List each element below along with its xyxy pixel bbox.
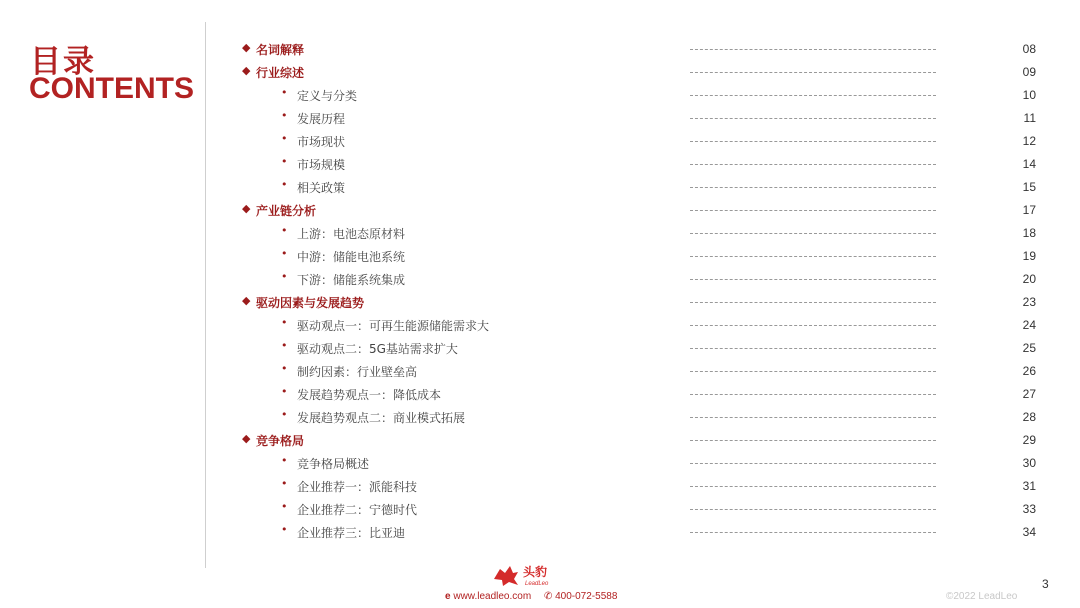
dotted-leader	[690, 210, 936, 211]
logo-text: 头豹	[523, 565, 548, 579]
leopard-logo	[492, 563, 562, 587]
toc-subsection[interactable]	[240, 337, 1040, 360]
diamond-icon: ◆	[242, 64, 251, 77]
toc-page-number: 25	[1022, 341, 1036, 355]
dotted-leader	[690, 417, 936, 418]
toc-page-number: 24	[1022, 318, 1036, 332]
toc-page-number: 10	[1022, 88, 1036, 102]
toc-label: 制约因素：行业壁垒高	[297, 365, 418, 379]
diamond-icon: ◆	[242, 41, 251, 54]
toc-label: 发展历程	[297, 112, 346, 126]
dot-icon: •	[281, 477, 288, 490]
toc-label: 竞争格局	[256, 434, 305, 448]
dot-icon: •	[281, 339, 288, 352]
dot-icon: •	[281, 132, 288, 145]
page-title-en: CONTENTS	[29, 72, 194, 105]
toc-label: 驱动观点一：可再生能源储能需求大	[297, 319, 490, 333]
dotted-leader	[690, 371, 936, 372]
dot-icon: •	[281, 86, 288, 99]
toc-section[interactable]	[240, 38, 1040, 61]
divider	[205, 22, 206, 568]
toc-section[interactable]	[240, 429, 1040, 452]
toc-label: 发展趋势观点一：降低成本	[297, 388, 442, 402]
dotted-leader	[690, 279, 936, 280]
toc-section[interactable]	[240, 291, 1040, 314]
toc-page-number: 20	[1022, 272, 1036, 286]
toc-subsection[interactable]	[240, 107, 1040, 130]
toc-subsection[interactable]	[240, 176, 1040, 199]
phone-number: 400-072-5588	[555, 591, 618, 602]
copyright-text: ©2022 LeadLeo	[946, 591, 1018, 602]
toc-subsection[interactable]	[240, 406, 1040, 429]
dot-icon: •	[281, 155, 288, 168]
toc-subsection[interactable]	[240, 314, 1040, 337]
toc-subsection[interactable]	[240, 498, 1040, 521]
diamond-icon: ◆	[242, 294, 251, 307]
dot-icon: •	[281, 316, 288, 329]
toc-page-number: 11	[1023, 111, 1036, 125]
toc-subsection[interactable]	[240, 452, 1040, 475]
toc-subsection[interactable]	[240, 360, 1040, 383]
dotted-leader	[690, 141, 936, 142]
dotted-leader	[690, 233, 936, 234]
toc-page-number: 09	[1022, 65, 1036, 79]
toc-label: 市场现状	[297, 135, 346, 149]
toc-subsection[interactable]	[240, 268, 1040, 291]
dot-icon: •	[281, 454, 288, 467]
e-icon: e	[445, 591, 451, 602]
toc-label: 定义与分类	[297, 89, 358, 103]
dotted-leader	[690, 49, 936, 50]
toc-page-number: 12	[1022, 134, 1036, 148]
phone-item	[544, 591, 617, 602]
dot-icon: •	[281, 362, 288, 375]
toc-label: 企业推荐一：派能科技	[297, 480, 418, 494]
toc-page-number: 17	[1022, 203, 1036, 217]
toc-label: 下游：储能系统集成	[297, 273, 406, 287]
toc-label: 相关政策	[297, 181, 346, 195]
toc-page-number: 33	[1022, 502, 1036, 516]
toc-label: 市场规模	[297, 158, 346, 172]
page-number: 3	[1042, 577, 1049, 591]
dot-icon: •	[281, 109, 288, 122]
toc-page-number: 19	[1022, 249, 1036, 263]
dotted-leader	[690, 532, 936, 533]
phone-icon: ✆	[543, 591, 553, 602]
dotted-leader	[690, 95, 936, 96]
dotted-leader	[690, 440, 936, 441]
dotted-leader	[690, 463, 936, 464]
dotted-leader	[690, 509, 936, 510]
toc-subsection[interactable]	[240, 130, 1040, 153]
dot-icon: •	[281, 224, 288, 237]
toc-page-number: 23	[1022, 295, 1036, 309]
diamond-icon: ◆	[242, 432, 251, 445]
dot-icon: •	[281, 270, 288, 283]
dot-icon: •	[281, 247, 288, 260]
dot-icon: •	[281, 385, 288, 398]
toc-page-number: 31	[1022, 479, 1036, 493]
toc-subsection[interactable]	[240, 245, 1040, 268]
toc-page-number: 08	[1022, 42, 1036, 56]
toc-section[interactable]	[240, 199, 1040, 222]
logo-subtext: LeadLeo	[525, 581, 549, 587]
diamond-icon: ◆	[242, 202, 251, 215]
toc-subsection[interactable]	[240, 84, 1040, 107]
dotted-leader	[690, 187, 936, 188]
footer-contact	[445, 591, 627, 602]
toc-label: 竞争格局概述	[297, 457, 370, 471]
page-title-zh: 目录	[30, 44, 96, 80]
dot-icon: •	[281, 523, 288, 536]
toc-page-number: 15	[1022, 180, 1036, 194]
toc-subsection[interactable]	[240, 521, 1040, 544]
dotted-leader	[690, 164, 936, 165]
dotted-leader	[690, 394, 936, 395]
toc-page-number: 27	[1022, 387, 1036, 401]
toc-label: 企业推荐二：宁德时代	[297, 503, 418, 517]
dot-icon: •	[281, 408, 288, 421]
dot-icon: •	[281, 500, 288, 513]
dot-icon: •	[281, 178, 288, 191]
dotted-leader	[690, 348, 936, 349]
dotted-leader	[690, 325, 936, 326]
toc-label: 驱动因素与发展趋势	[256, 296, 365, 310]
toc-subsection[interactable]	[240, 383, 1040, 406]
toc-section[interactable]	[240, 61, 1040, 84]
dotted-leader	[690, 486, 936, 487]
toc-label: 名词解释	[256, 43, 305, 57]
toc-label: 行业综述	[256, 66, 305, 80]
dotted-leader	[690, 256, 936, 257]
toc-page-number: 34	[1022, 525, 1036, 539]
toc-label: 驱动观点二：5G基站需求扩大	[297, 342, 458, 356]
toc-label: 企业推荐三：比亚迪	[297, 526, 406, 540]
toc-subsection[interactable]	[240, 222, 1040, 245]
toc-label: 中游：储能电池系统	[297, 250, 406, 264]
toc-label: 产业链分析	[256, 204, 317, 218]
toc-subsection[interactable]	[240, 475, 1040, 498]
toc-page-number: 14	[1022, 157, 1036, 171]
dotted-leader	[690, 118, 936, 119]
toc-label: 上游：电池态原材料	[297, 227, 406, 241]
toc-label: 发展趋势观点二：商业模式拓展	[297, 411, 466, 425]
toc-page-number: 18	[1022, 226, 1036, 240]
website-link[interactable]: www.leadleo.com	[453, 591, 532, 602]
toc-subsection[interactable]	[240, 153, 1040, 176]
dotted-leader	[690, 302, 936, 303]
website-item[interactable]	[445, 591, 531, 602]
toc-page-number: 29	[1022, 433, 1036, 447]
toc-page-number: 30	[1022, 456, 1036, 470]
table-of-contents	[240, 38, 1040, 544]
dotted-leader	[690, 72, 936, 73]
toc-page-number: 26	[1022, 364, 1036, 378]
toc-page-number: 28	[1022, 410, 1036, 424]
